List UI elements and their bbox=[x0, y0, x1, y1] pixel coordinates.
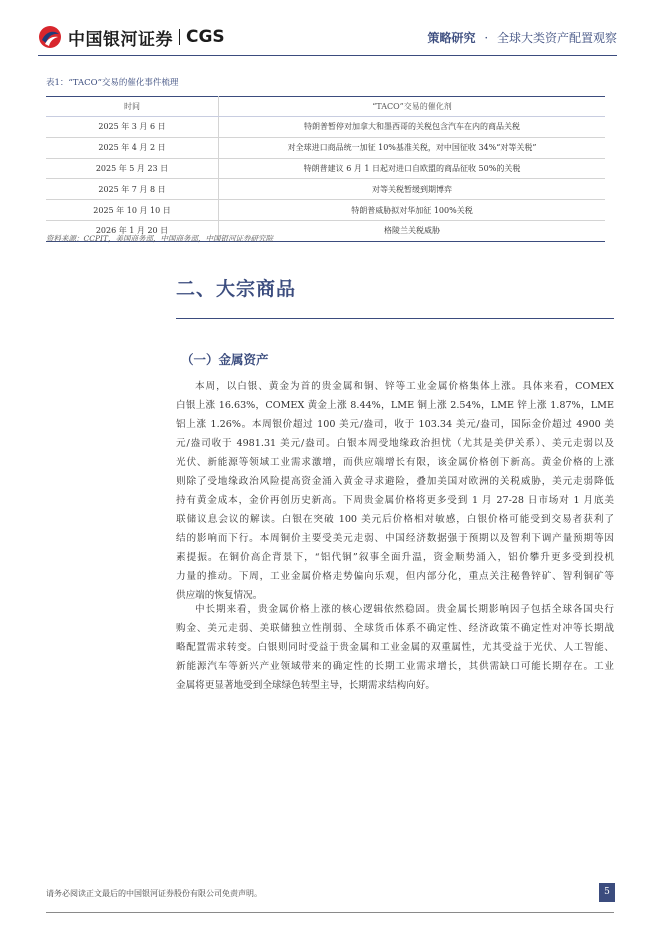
table-row bbox=[46, 137, 605, 158]
logo-divider bbox=[179, 29, 180, 45]
paragraph-line: 结的影响而下行。本周铜价主要受美元走弱、中国经济数据强于预期以及智利下调产量预期等因 bbox=[176, 533, 614, 544]
section-divider bbox=[176, 318, 614, 319]
catalyst-cell: 对全球进口商品统一加征 10%基准关税，对中国征收 34%“对等关税” bbox=[219, 137, 606, 158]
table-row bbox=[46, 117, 605, 138]
page-number: 5 bbox=[599, 883, 615, 902]
paragraph-line: 金属将更显著地受到全球绿色转型主导，长期需求结构向好。 bbox=[176, 680, 436, 691]
paragraph-line: 联储议息会议的解读。白银在突破 100 美元后价格相对敏感，白银价格可能受到交易者获利了 bbox=[176, 514, 614, 525]
report-category: 策略研究 bbox=[427, 31, 476, 45]
paragraph-line: 力量的推动。下周，工业金属价格走势偏向乐观，但内部分化，重点关注秘鲁锌矿、智利铜矿等 bbox=[176, 571, 614, 582]
paragraph-line: 则除了受地缘政治风险提高资金涌入黄金寻求避险，叠加美国对欧洲的关税威胁，美元走弱降低 bbox=[176, 476, 614, 487]
table-header-row bbox=[46, 97, 605, 117]
paragraph-line: 元/盎司收于 4981.31 美元/盎司。白银本周受地缘政治担忧（尤其是美伊关系）、美元走弱以及 bbox=[176, 438, 614, 449]
body-paragraph-metals bbox=[176, 377, 614, 605]
subsection-title: （一）金属资产 bbox=[181, 352, 269, 367]
footer-divider bbox=[46, 912, 614, 913]
table-row bbox=[46, 158, 605, 179]
paragraph-line: 本周，以白银、黄金为首的贵金属和铜、锌等工业金属价格集体上涨。具体来看，COMEX bbox=[195, 381, 614, 392]
paragraph-line: 供应端的恢复情况。 bbox=[176, 590, 263, 601]
table-source-note: 资料来源：CCPIT，美国商务部，中国商务部，中国银河证券研究院 bbox=[46, 234, 273, 243]
report-header-title bbox=[427, 29, 617, 46]
table-row bbox=[46, 179, 605, 200]
catalyst-cell: 特朗普建议 6 月 1 日起对进口自欧盟的商品征收 50%的关税 bbox=[219, 158, 606, 179]
paragraph-line: 素提振。在铜价高企背景下，“铝代铜”叙事全面升温，资金顺势涌入，铝价攀升更多受到投机 bbox=[176, 552, 614, 563]
paragraph-line: 铝上涨 1.26%。本周银价超过 100 美元/盎司，收于 103.34 美元/盎司，国际金价超过 4900 美 bbox=[176, 419, 614, 430]
catalyst-cell: 对等关税暂缓到期博弈 bbox=[219, 179, 606, 200]
paragraph-line: 光伏、新能源等领域工业需求激增，而供应端增长有限，该金属价格创下新高。黄金价格的上涨 bbox=[176, 457, 614, 468]
paragraph-line: 中长期来看，贵金属价格上涨的核心逻辑依然稳固。贵金属长期影响因子包括全球各国央行 bbox=[195, 604, 614, 615]
table-caption: 表1：“TACO”交易的催化事件梳理 bbox=[46, 78, 179, 88]
logo-text-cn: 中国银河证券 bbox=[68, 29, 173, 50]
catalyst-events-table bbox=[46, 96, 605, 242]
paragraph-line: 持有黄金成本，金价再创历史新高。下周贵金属价格将更多受到 1 月 27-28 日市场对 1 月底美 bbox=[176, 495, 614, 506]
paragraph-line: 略配置需求转变。白银则同时受益于贵金属和工业金属的双重属性，尤其受益于光伏、人工智能、 bbox=[176, 642, 614, 653]
date-cell: 2025 年 3 月 6 日 bbox=[46, 117, 219, 138]
company-logo bbox=[38, 24, 225, 50]
header-divider bbox=[38, 55, 617, 56]
column-header-catalyst: “TACO”交易的催化剂 bbox=[219, 97, 606, 117]
paragraph-line: 购金、美元走弱、美联储独立性削弱、全球货币体系不确定性、经济政策不确定性对冲等长期战 bbox=[176, 623, 614, 634]
logo-text-en: CGS bbox=[186, 27, 225, 47]
date-cell: 2025 年 4 月 2 日 bbox=[46, 137, 219, 158]
page-header bbox=[0, 0, 662, 62]
logo-mark-icon bbox=[38, 25, 62, 49]
date-cell: 2025 年 5 月 23 日 bbox=[46, 158, 219, 179]
catalyst-cell: 特朗普暂停对加拿大和墨西哥的关税包含汽车在内的商品关税 bbox=[219, 117, 606, 138]
header-separator: · bbox=[484, 31, 489, 45]
report-title: 全球大类资产配置观察 bbox=[496, 31, 617, 45]
paragraph-line: 白银上涨 16.63%，COMEX 黄金上涨 8.44%，LME 铜上涨 2.54%，LME 锌上涨 1.87%，LME bbox=[176, 400, 614, 411]
date-cell: 2025 年 7 月 8 日 bbox=[46, 179, 219, 200]
paragraph-line: 新能源汽车等新兴产业领域带来的确定性的长期工业需求增长，其供需缺口可能长期存在。工业 bbox=[176, 661, 614, 672]
table-row bbox=[46, 200, 605, 221]
footer-disclaimer: 请务必阅读正文最后的中国银河证券股份有限公司免责声明。 bbox=[46, 889, 262, 898]
date-cell: 2025 年 10 月 10 日 bbox=[46, 200, 219, 221]
date-cell: 2026 年 1 月 20 日 bbox=[46, 220, 219, 241]
catalyst-cell: 特朗普威胁拟对华加征 100%关税 bbox=[219, 200, 606, 221]
catalyst-cell: 格陵兰关税威胁 bbox=[219, 220, 606, 241]
section-title: 二、大宗商品 bbox=[176, 278, 297, 300]
column-header-date: 时间 bbox=[46, 97, 219, 117]
body-paragraph-outlook bbox=[176, 600, 614, 695]
